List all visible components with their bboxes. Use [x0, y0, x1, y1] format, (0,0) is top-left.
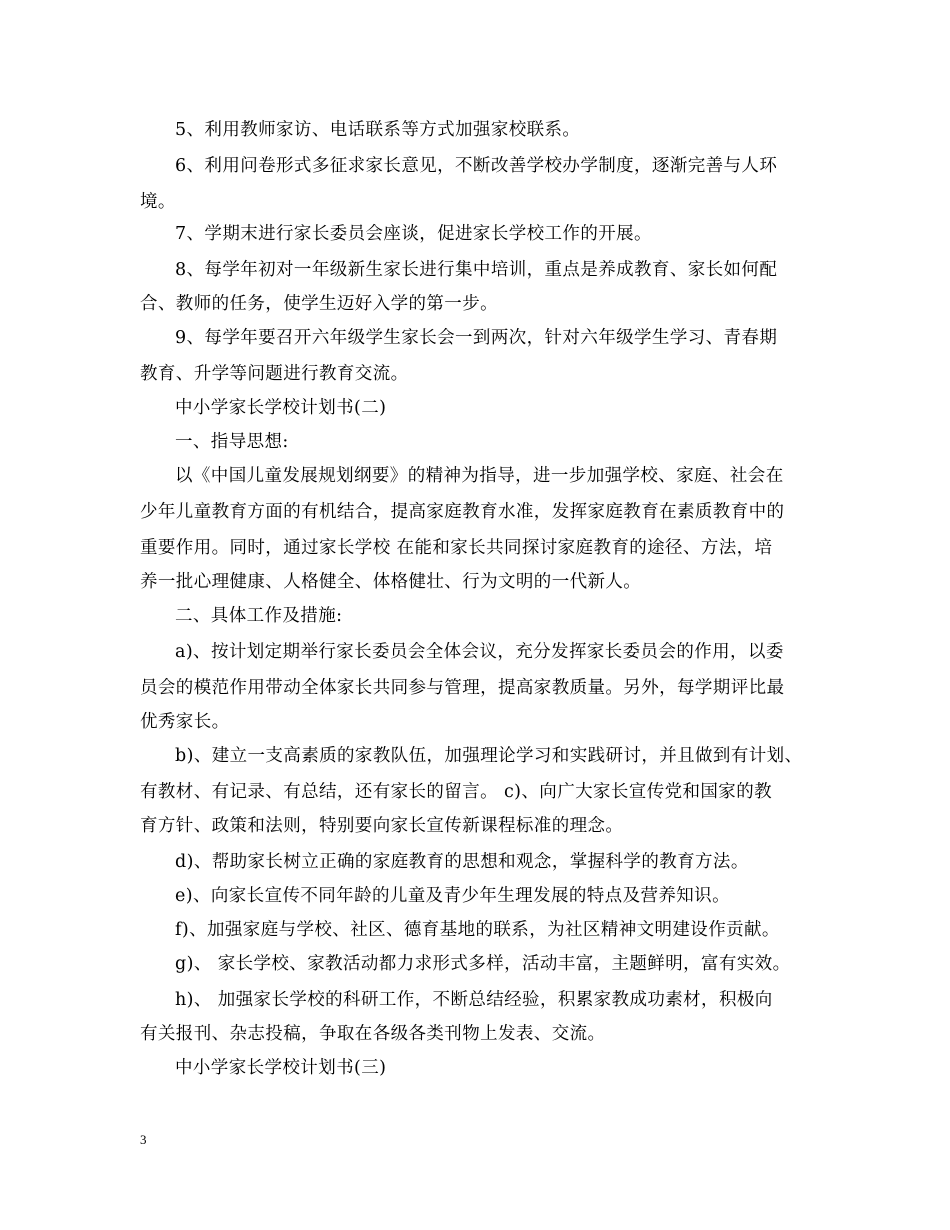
paragraph-line: 员会的模范作用带动全体家长共同参与管理，提高家教质量。另外，每学期评比最	[140, 678, 785, 698]
paragraph-line: 9、每学年要召开六年级学生家长会一到两次，针对六年级学生学习、青春期	[175, 328, 778, 348]
paragraph-line: 境。	[140, 192, 176, 212]
paragraph-line: f)、加强家庭与学校、社区、德育基地的联系，为社区精神文明建设作贡献。	[175, 920, 780, 940]
paragraph-line: 有关报刊、杂志投稿，争取在各级各类刊物上发表、交流。	[140, 1024, 606, 1044]
section-heading: 中小学家长学校计划书(三)	[175, 1058, 387, 1078]
section-heading: 中小学家长学校计划书(二)	[175, 398, 387, 418]
paragraph-line: e)、向家长宣传不同年龄的儿童及青少年生理发展的特点及营养知识。	[175, 886, 730, 906]
paragraph-line: 重要作用。同时，通过家长学校 在能和家长共同探讨家庭教育的途径、方法，培	[140, 538, 773, 558]
paragraph-line: h)、 加强家长学校的科研工作，不断总结经验，积累家教成功素材，积极向	[175, 990, 773, 1010]
paragraph-line: 合、教师的任务，使学生迈好入学的第一步。	[140, 294, 498, 314]
paragraph-line: 5、利用教师家访、电话联系等方式加强家校联系。	[175, 120, 581, 140]
paragraph-line: 优秀家长。	[140, 712, 230, 732]
paragraph-line: 7、学期末进行家长委员会座谈，促进家长学校工作的开展。	[175, 224, 652, 244]
section-heading: 二、具体工作及措施:	[175, 606, 343, 626]
paragraph-line: 养一批心理健康、人格健全、体格健壮、行为文明的一代新人。	[140, 572, 642, 592]
section-heading: 一、指导思想:	[175, 432, 289, 452]
paragraph-line: a)、按计划定期举行家长委员会全体会议，充分发挥家长委员会的作用，以委	[175, 642, 784, 662]
paragraph-line: 6、利用问卷形式多征求家长意见，不断改善学校办学制度，逐渐完善与人环	[175, 156, 778, 176]
paragraph-line: 有教材、有记录、有总结，还有家长的留言。 c)、向广大家长宣传党和国家的教	[140, 782, 772, 802]
paragraph-line: 以《中国儿童发展规划纲要》的精神为指导，进一步加强学校、家庭、社会在	[175, 466, 784, 486]
paragraph-line: 少年儿童教育方面的有机结合，提高家庭教育水准，发挥家庭教育在素质教育中的	[140, 502, 785, 522]
paragraph-line: 教育、升学等问题进行教育交流。	[140, 364, 409, 384]
paragraph-line: 8、每学年初对一年级新生家长进行集中培训，重点是养成教育、家长如何配	[175, 260, 778, 280]
paragraph-line: d)、帮助家长树立正确的家庭教育的思想和观念，掌握科学的教育方法。	[175, 852, 749, 872]
paragraph-line: g)、 家长学校、家教活动都力求形式多样，活动丰富，主题鲜明，富有实效。	[175, 954, 791, 974]
paragraph-line: b)、建立一支高素质的家教队伍，加强理论学习和实践研讨，并且做到有计划、	[175, 746, 803, 766]
paragraph-line: 育方针、政策和法则，特别要向家长宣传新课程标准的理念。	[140, 816, 624, 836]
page-number: 3	[140, 1132, 147, 1147]
